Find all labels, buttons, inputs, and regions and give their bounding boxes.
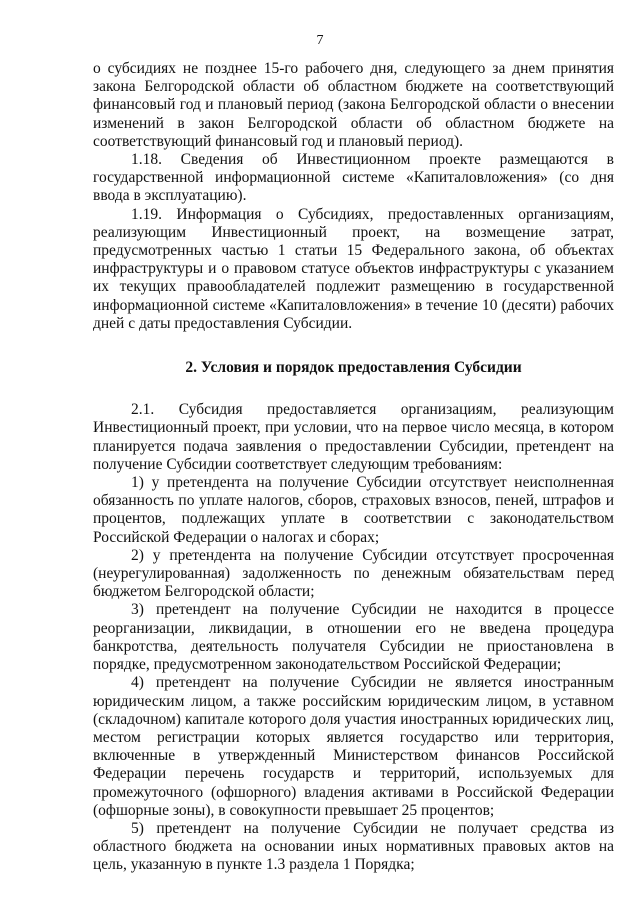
paragraph-1-19: 1.19. Информация о Субсидиях, предоставленных организациям, реализующим Инвестиционный проект, на возмещение затрат, предусмотренных частью 1 статьи 15 Федерального закона, об объектах инфраструктуры и о правовом статусе объектов инфраструктуры с указанием их текущих правообладателей подлежит размещению в государственной информационной системе «Капиталовложения» в течение 10 (десяти) рабочих дней с даты предоставления Субсидии.	[93, 205, 614, 332]
requirement-1: 1) у претендента на получение Субсидии отсутствует неисполненная обязанность по уплате налогов, сборов, страховых взносов, пеней, штрафов и процентов, подлежащих уплате в соответствии с законодательством Российской Федерации о налогах и сборах;	[93, 474, 614, 546]
requirement-2: 2) у претендента на получение Субсидии отсутствует просроченная (неурегулированная) задолженность по денежным обязательствам перед бюджетом Белгородской области;	[93, 546, 614, 601]
paragraph-1-18: 1.18. Сведения об Инвестиционном проекте размещаются в государственной информационной системе «Капиталовложения» (со дня ввода в эксплуатацию).	[93, 151, 614, 205]
requirement-5: 5) претендент на получение Субсидии не получает средства из областного бюджета на основании иных нормативных правовых актов на цель, указанную в пункте 1.3 раздела 1 Порядка;	[93, 819, 614, 874]
page-number: 7	[316, 33, 324, 48]
document-body	[93, 60, 614, 875]
paragraph-2-1: 2.1. Субсидия предоставляется организациям, реализующим Инвестиционный проект, при условии, что на первое число месяца, в котором планируется подача заявления о предоставлении Субсидии, претендент на получение Субсидии соответствует следующим требованиям:	[93, 401, 614, 473]
paragraph-continued: о субсидиях не позднее 15-го рабочего дня, следующего за днем принятия закона Белгородской области об областном бюджете на соответствующий финансовый год и плановый период (закона Белгородской области о внесении изменений в закон Белгородской области об областном бюджете на соответствующий финансовый год и плановый период).	[93, 60, 614, 150]
section-heading: 2. Условия и порядок предоставления Субсидии	[185, 359, 522, 377]
requirement-4: 4) претендент на получение Субсидии не является иностранным юридическим лицом, а также российским юридическим лицом, в уставном (складочном) капитале которого доля участия иностранных юридических лиц, местом регистрации которых является государство или территория, включенные в утвержденный Министерством финансов Российской Федерации перечень государств и территорий, используемых для промежуточного (офшорного) владения активами в Российской Федерации (офшорные зоны), в совокупности превышает 25 процентов;	[93, 674, 614, 819]
requirement-3: 3) претендент на получение Субсидии не находится в процессе реорганизации, ликвидации, в отношении его не введена процедура банкротства, деятельность получателя Субсидии не приостановлена в порядке, предусмотренном законодательством Российской Федерации;	[93, 601, 614, 674]
